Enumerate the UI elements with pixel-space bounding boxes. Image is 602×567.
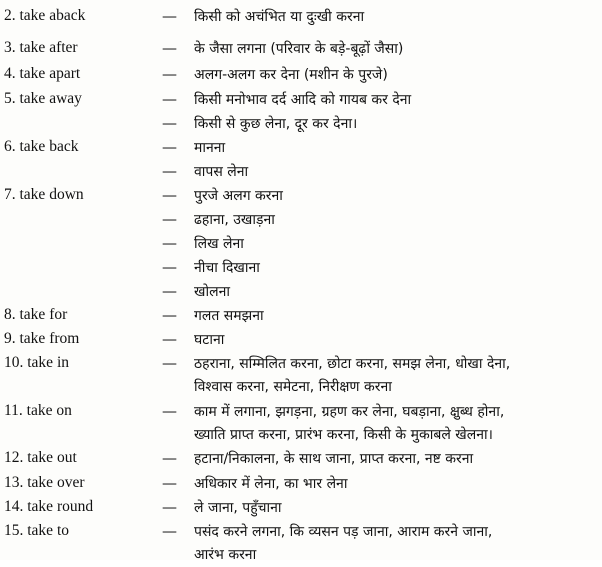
entry-term: 4. take apart [4, 65, 81, 82]
entry-meanings [162, 183, 602, 303]
meaning-text: मानना [194, 140, 226, 156]
em-dash: — [162, 354, 177, 372]
meaning-line [162, 36, 602, 60]
entry-meanings [162, 399, 602, 447]
meaning-line [162, 135, 602, 159]
meaning-line [162, 279, 602, 303]
meaning-text: काम में लगाना, झगड़ना, ग्रहण कर लेना, घबड़ाना, क्षुब्ध होना, [194, 404, 505, 420]
em-dash: — [162, 114, 177, 132]
meaning-text: नीचा दिखाना [194, 260, 260, 276]
meaning-line [162, 255, 602, 279]
meaning-text: के जैसा लगना (परिवार के बड़े-बूढ़ों जैसा) [194, 41, 404, 57]
meaning-line [162, 351, 602, 375]
meaning-text: किसी से कुछ लेना, दूर कर देना। [194, 116, 358, 132]
meaning-line [162, 519, 602, 543]
entry-meanings [162, 471, 602, 495]
em-dash: — [162, 498, 177, 516]
meaning-line [162, 446, 602, 470]
entry-term: 9. take from [4, 330, 80, 347]
meaning-line [162, 471, 602, 495]
em-dash: — [162, 258, 177, 276]
meaning-line [162, 303, 602, 327]
meaning-text: विश्वास करना, समेटना, निरीक्षण करना [194, 379, 392, 395]
entry-meanings [162, 327, 602, 351]
em-dash: — [162, 330, 177, 348]
entry-term: 2. take aback [4, 7, 86, 24]
meaning-text: घटाना [194, 332, 225, 348]
entry-meanings [162, 87, 602, 135]
meaning-line [162, 327, 602, 351]
entry-term: 14. take round [4, 498, 94, 515]
em-dash: — [162, 306, 177, 324]
meaning-text: खोलना [194, 284, 230, 300]
meaning-text: गलत समझना [194, 308, 264, 324]
entry-meanings [162, 495, 602, 519]
meaning-line [162, 207, 602, 231]
meaning-text: किसी मनोभाव दर्द आदि को गायब कर देना [194, 92, 412, 108]
meaning-text: अधिकार में लेना, का भार लेना [194, 476, 348, 492]
meaning-text: वापस लेना [194, 164, 249, 180]
meaning-text: ढहाना, उखाड़ना [194, 212, 275, 228]
meaning-line [162, 183, 602, 207]
meaning-line [162, 4, 602, 28]
meaning-line [162, 231, 602, 255]
meaning-line [162, 111, 602, 135]
em-dash: — [162, 474, 177, 492]
meaning-text: ख्याति प्राप्त करना, प्रारंभ करना, किसी के मुकाबले खेलना। [194, 427, 493, 443]
entry-term: 5. take away [4, 90, 82, 107]
em-dash: — [162, 138, 177, 156]
em-dash: — [162, 39, 177, 57]
meaning-text: अलग-अलग कर देना (मशीन के पुरजे) [194, 67, 388, 83]
meaning-text: पुरजे अलग करना [194, 188, 283, 204]
entry-term: 12. take out [4, 449, 77, 466]
em-dash: — [162, 282, 177, 300]
meaning-continuation [162, 543, 602, 567]
entry-term: 6. take back [4, 138, 79, 155]
entry-meanings [162, 303, 602, 327]
entry-meanings [162, 62, 602, 86]
em-dash: — [162, 162, 177, 180]
entry-term: 15. take to [4, 522, 69, 539]
entry-meanings [162, 135, 602, 183]
meaning-text: लिख लेना [194, 236, 244, 252]
entry-term: 7. take down [4, 186, 84, 203]
entry-term: 3. take after [4, 39, 78, 56]
entry-meanings [162, 36, 602, 60]
meaning-continuation [162, 375, 602, 399]
meaning-line [162, 159, 602, 183]
em-dash: — [162, 210, 177, 228]
em-dash: — [162, 402, 177, 420]
em-dash: — [162, 186, 177, 204]
meaning-text: आरंभ करना [194, 547, 257, 563]
em-dash: — [162, 234, 177, 252]
em-dash: — [162, 7, 177, 25]
meaning-line [162, 399, 602, 423]
em-dash: — [162, 90, 177, 108]
meaning-text: हटाना/निकालना, के साथ जाना, प्राप्त करना, नष्ट करना [194, 451, 474, 467]
em-dash: — [162, 522, 177, 540]
meaning-text: ले जाना, पहुँचाना [194, 500, 282, 516]
em-dash: — [162, 449, 177, 467]
meaning-continuation [162, 423, 602, 447]
entry-meanings [162, 351, 602, 399]
meaning-line [162, 87, 602, 111]
meaning-line [162, 62, 602, 86]
em-dash: — [162, 65, 177, 83]
entry-term: 11. take on [4, 402, 72, 419]
entry-meanings [162, 446, 602, 470]
meaning-text: पसंद करने लगना, कि व्यसन पड़ जाना, आराम करने जाना, [194, 524, 493, 540]
entry-term: 13. take over [4, 474, 85, 491]
meaning-text: किसी को अचंभित या दुःखी करना [194, 9, 365, 25]
meaning-line [162, 495, 602, 519]
entry-meanings [162, 4, 602, 28]
meaning-text: ठहराना, सम्मिलित करना, छोटा करना, समझ लेना, धोखा देना, [194, 356, 511, 372]
entry-term: 10. take in [4, 354, 69, 371]
entry-term: 8. take for [4, 306, 68, 323]
